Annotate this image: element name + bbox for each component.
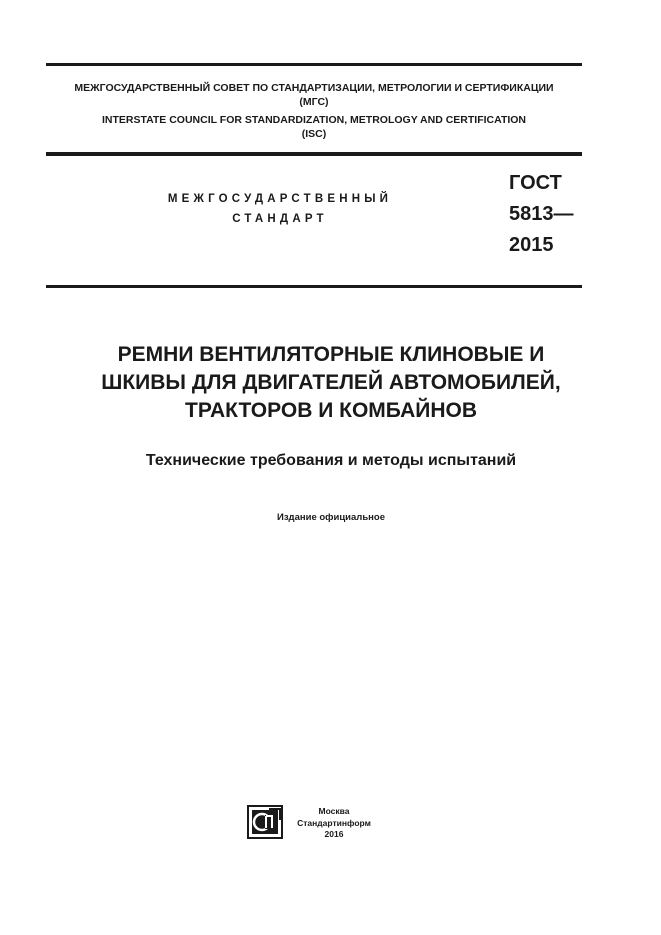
council-abbr-ru: (МГС) bbox=[299, 96, 329, 108]
standartinform-logo-icon bbox=[247, 805, 283, 839]
publisher-city: Москва bbox=[318, 806, 350, 816]
publisher-block bbox=[294, 806, 374, 841]
edition-note: Издание официальное bbox=[277, 512, 385, 523]
council-name-ru bbox=[46, 81, 582, 109]
title-line1: РЕМНИ ВЕНТИЛЯТОРНЫЕ КЛИНОВЫЕ И bbox=[117, 343, 545, 366]
lower-rule bbox=[46, 285, 582, 288]
document-subtitle: Технические требования и методы испытаний bbox=[145, 452, 517, 469]
gost-prefix: ГОСТ bbox=[509, 172, 562, 194]
standard-kind-line1: МЕЖГОСУДАРСТВЕННЫЙ bbox=[167, 193, 393, 205]
publication-year: 2016 bbox=[324, 829, 344, 839]
council-name-en bbox=[46, 113, 582, 141]
council-name-en-line1: INTERSTATE COUNCIL FOR STANDARDIZATION, METROLOGY AND CERTIFICATION bbox=[101, 114, 527, 126]
document-title bbox=[46, 341, 616, 425]
council-name-ru-line1: МЕЖГОСУДАРСТВЕННЫЙ СОВЕТ ПО СТАНДАРТИЗАЦИИ, МЕТРОЛОГИИ И СЕРТИФИКАЦИИ bbox=[74, 82, 554, 94]
gost-year: 2015 bbox=[509, 234, 554, 256]
publisher-name: Стандартинформ bbox=[297, 817, 371, 828]
standard-kind-line2: СТАНДАРТ bbox=[232, 213, 328, 225]
gost-designation bbox=[509, 168, 574, 261]
upper-rule bbox=[46, 152, 582, 156]
council-abbr-en: (ISC) bbox=[301, 128, 327, 140]
title-line2: ШКИВЫ ДЛЯ ДВИГАТЕЛЕЙ АВТОМОБИЛЕЙ, bbox=[101, 371, 561, 394]
title-line3: ТРАКТОРОВ И КОМБАЙНОВ bbox=[185, 399, 477, 422]
gost-number: 5813— bbox=[509, 203, 574, 225]
top-rule bbox=[46, 63, 582, 66]
